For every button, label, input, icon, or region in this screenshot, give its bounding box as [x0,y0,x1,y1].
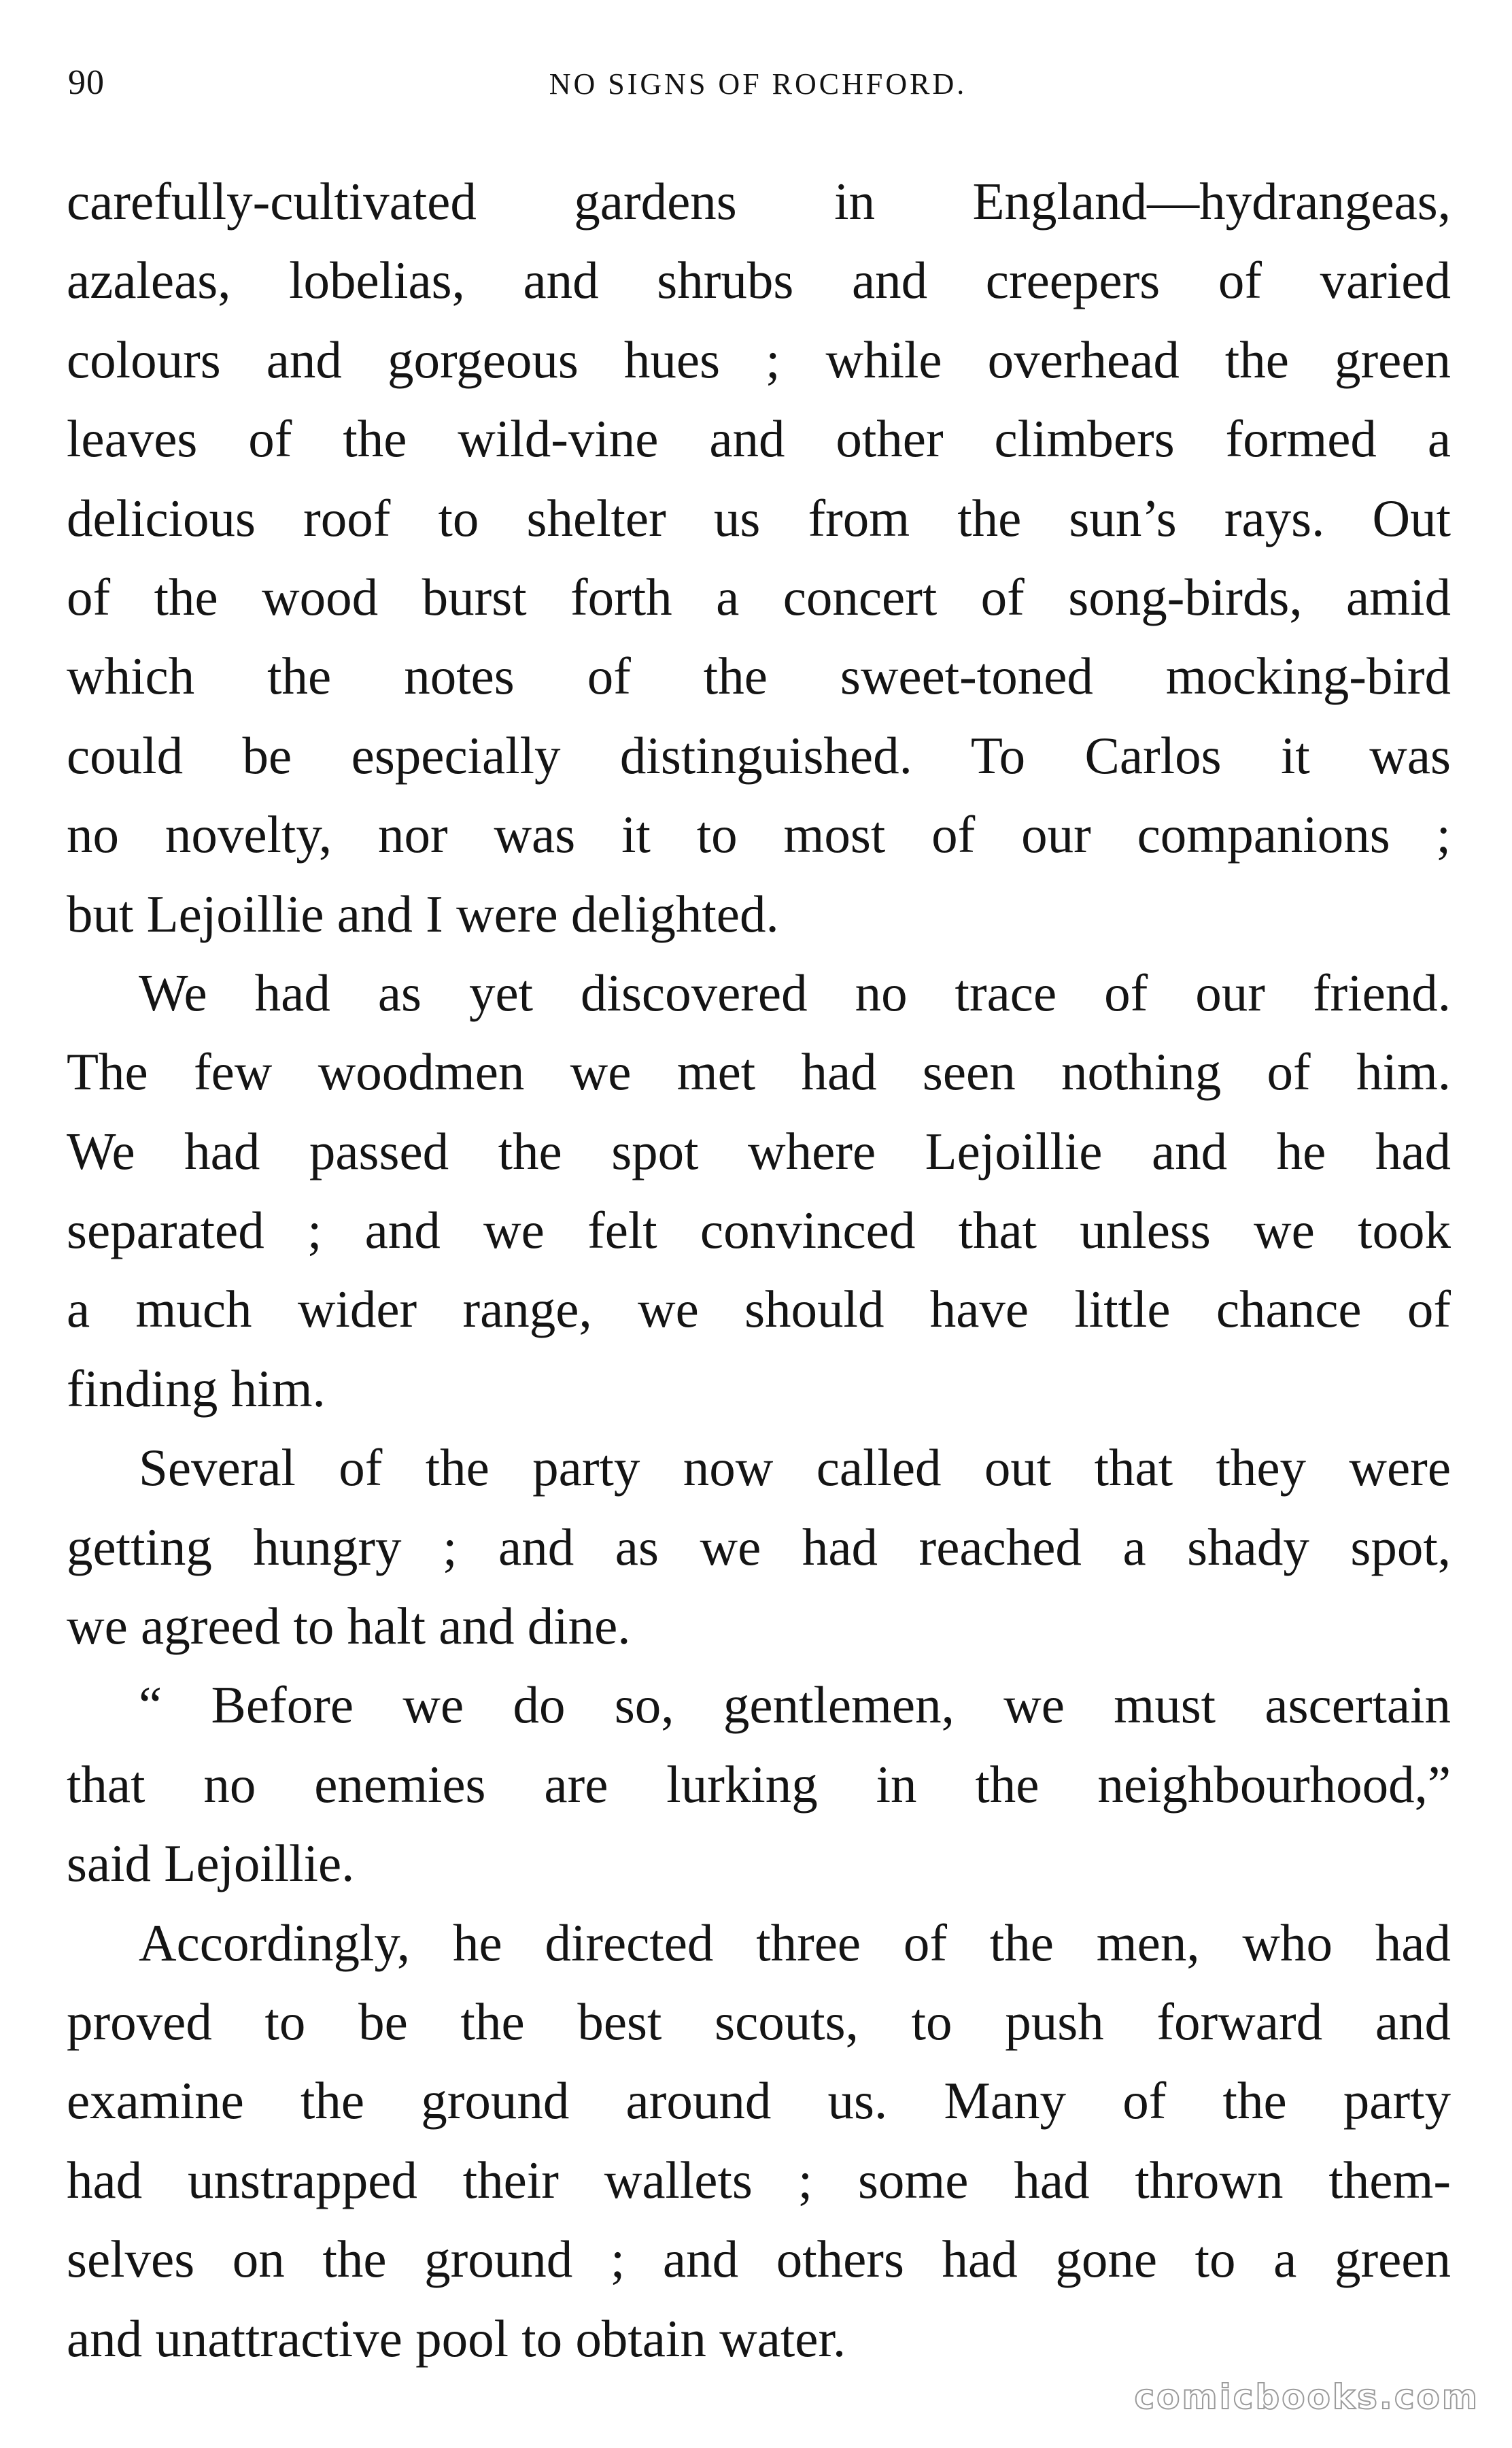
running-title: NO SIGNS OF ROCHFORD. [549,67,967,101]
text-line: we agreed to halt and dine. [67,1597,631,1656]
text-line: separated ; and we felt convinced that unless we took [67,1201,1451,1260]
page-header [68,63,1448,117]
body-text [67,162,1451,2378]
text-line: could be especially distinguished. To Carlos it was [67,726,1451,785]
text-line: and unattractive pool to obtain water. [67,2309,846,2368]
text-line: had unstrapped their wallets ; some had thrown them- [67,2150,1451,2209]
text-line: finding him. [67,1359,326,1418]
text-line: colours and gorgeous hues ; while overhead the green [67,330,1451,389]
text-line: Several of the party now called out that they were [139,1438,1451,1497]
text-line: getting hungry ; and as we had reached a shady spot, [67,1517,1451,1576]
text-line: “ Before we do so, gentlemen, we must ascertain [139,1676,1451,1735]
text-line: The few woodmen we met had seen nothing of him. [67,1042,1451,1102]
text-line: We had as yet discovered no trace of our friend. [139,963,1451,1022]
watermark: comicbooks.com [1134,2377,1479,2417]
text-line: of the wood burst forth a concert of song-birds, amid [67,567,1451,626]
text-line: no novelty, nor was it to most of our companions ; [67,805,1451,864]
text-line: Accordingly, he directed three of the men, who had [139,1913,1451,1972]
text-line: a much wider range, we should have little chance of [67,1280,1451,1339]
text-line: examine the ground around us. Many of the party [67,2071,1451,2130]
text-line: proved to be the best scouts, to push forward and [67,1992,1451,2051]
text-line: that no enemies are lurking in the neighbourhood,” [67,1754,1451,1814]
text-line: carefully-cultivated gardens in England—hydrangeas, [67,172,1451,231]
page-number: 90 [68,63,105,102]
text-line: which the notes of the sweet-toned mocking-bird [67,647,1451,706]
text-line: We had passed the spot where Lejoillie and he had [67,1121,1451,1180]
text-line: selves on the ground ; and others had gone to a green [67,2230,1451,2289]
text-line: delicious roof to shelter us from the sun’s rays. Out [67,488,1451,547]
text-line: but Lejoillie and I were delighted. [67,884,779,943]
text-line: leaves of the wild-vine and other climbers formed a [67,409,1451,469]
text-line: azaleas, lobelias, and shrubs and creepers of varied [67,251,1451,310]
text-line: said Lejoillie. [67,1834,355,1893]
